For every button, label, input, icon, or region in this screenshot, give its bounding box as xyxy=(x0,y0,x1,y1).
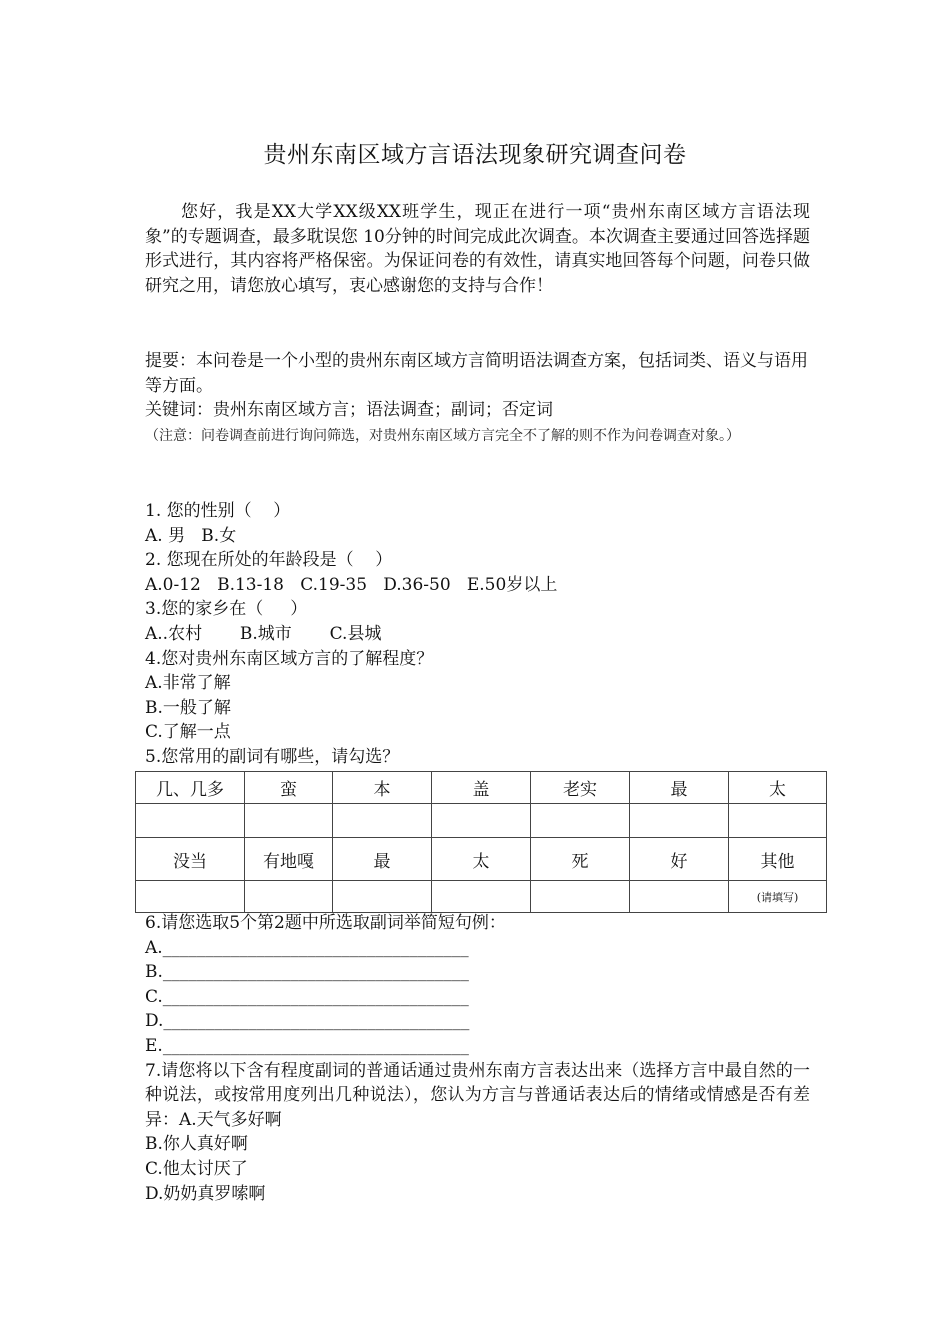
table-cell: 太 xyxy=(432,838,531,881)
question-7-item-d: D.奶奶真罗嗦啊 xyxy=(145,1183,266,1204)
question-4-option-a[interactable]: A.非常了解 xyxy=(145,673,231,694)
abstract-section xyxy=(145,349,810,423)
question-4-option-c[interactable]: C.了解一点 xyxy=(145,722,231,743)
checkbox-cell[interactable] xyxy=(136,881,245,913)
table-row xyxy=(136,772,827,804)
table-cell: 最 xyxy=(333,838,432,881)
question-3: 3.您的家乡在（ ） xyxy=(145,599,308,620)
question-1: 1. 您的性别（ ） xyxy=(145,501,291,521)
table-row xyxy=(136,804,827,838)
question-6-blank-e[interactable]: E.____________________________________ xyxy=(145,1035,469,1056)
question-6-blank-b[interactable]: B.____________________________________ xyxy=(145,962,469,983)
table-cell: 几、几多 xyxy=(136,772,245,804)
question-1-options[interactable]: A. 男 B.女 xyxy=(145,525,237,546)
checkbox-cell[interactable] xyxy=(432,881,531,913)
question-4-option-b[interactable]: B.一般了解 xyxy=(145,697,231,718)
question-6-blank-d[interactable]: D.____________________________________ xyxy=(145,1011,470,1032)
keywords-text: 关键词：贵州东南区域方言；语法调查；副词；否定词 xyxy=(145,400,553,421)
question-4: 4.您对贵州东南区域方言的了解程度？ xyxy=(145,648,434,669)
adverb-checklist-table xyxy=(135,771,827,913)
abstract-text: 提要：本问卷是一个小型的贵州东南区域方言简明语法调查方案，包括词类、语义与语用等方面。 xyxy=(145,351,808,396)
table-cell: 本 xyxy=(333,772,432,804)
table-cell: 最 xyxy=(630,772,729,804)
table-cell: 有地嘎 xyxy=(245,838,333,881)
table-cell: 没当 xyxy=(136,838,245,881)
question-6-blank-c[interactable]: C.____________________________________ xyxy=(145,986,469,1007)
table-cell: 死 xyxy=(531,838,630,881)
checkbox-cell[interactable] xyxy=(630,804,729,838)
question-6: 6.请您选取5个第2题中所选取副词举简短句例： xyxy=(145,913,506,933)
table-cell: 好 xyxy=(630,838,729,881)
table-cell: 老实 xyxy=(531,772,630,804)
checkbox-cell[interactable] xyxy=(333,881,432,913)
question-7: 7.请您将以下含有程度副词的普通话通过贵州东南方言表达出来（选择方言中最自然的一种说法，或按常用度列出几种说法），您认为方言与普通话表达后的情绪或情感是否有差异：A.天气多好啊 xyxy=(145,1060,810,1130)
question-7-item-c: C.他太讨厌了 xyxy=(145,1158,248,1179)
other-fill-cell[interactable]: (请填写) xyxy=(729,881,827,913)
question-7-item-b: B.你人真好啊 xyxy=(145,1134,248,1155)
checkbox-cell[interactable] xyxy=(531,881,630,913)
checkbox-cell[interactable] xyxy=(630,881,729,913)
page-title: 贵州东南区域方言语法现象研究调查问卷 xyxy=(263,142,687,168)
checkbox-cell[interactable] xyxy=(432,804,531,838)
table-cell: 蛮 xyxy=(245,772,333,804)
table-cell: 太 xyxy=(729,772,827,804)
checkbox-cell[interactable] xyxy=(245,804,333,838)
table-row xyxy=(136,881,827,913)
question-5: 5.您常用的副词有哪些，请勾选？ xyxy=(145,746,400,767)
checkbox-cell[interactable] xyxy=(729,804,827,838)
checkbox-cell[interactable] xyxy=(531,804,630,838)
question-3-options[interactable]: A..农村 B.城市 C.县城 xyxy=(145,623,382,644)
question-6-blank-a[interactable]: A.____________________________________ xyxy=(145,937,469,958)
screening-note: （注意：问卷调查前进行询问筛选，对贵州东南区域方言完全不了解的则不作为问卷调查对象。） xyxy=(145,428,740,444)
questions-part-1 xyxy=(145,499,810,770)
table-cell: 其他 xyxy=(729,838,827,881)
checkbox-cell[interactable] xyxy=(333,804,432,838)
questions-part-2 xyxy=(145,911,810,1206)
table-row xyxy=(136,838,827,881)
question-2-options[interactable]: A.0-12 B.13-18 C.19-35 D.36-50 E.50岁以上 xyxy=(145,574,558,595)
checkbox-cell[interactable] xyxy=(245,881,333,913)
question-2: 2. 您现在所处的年龄段是（ ） xyxy=(145,550,393,571)
checkbox-cell[interactable] xyxy=(136,804,245,838)
intro-paragraph: 您好，我是XX大学XX级XX班学生，现正在进行一项“贵州东南区域方言语法现象”的专题调查，最多耽误您 10分钟的时间完成此次调查。本次调查主要通过回答选择题形式进行，其内容将严格保密。为保证问卷的有效性，请真实地回答每个问题，问卷只做研究之用，请您放心填写，衷心感谢您的支持与合作！ xyxy=(145,202,810,296)
table-cell: 盖 xyxy=(432,772,531,804)
